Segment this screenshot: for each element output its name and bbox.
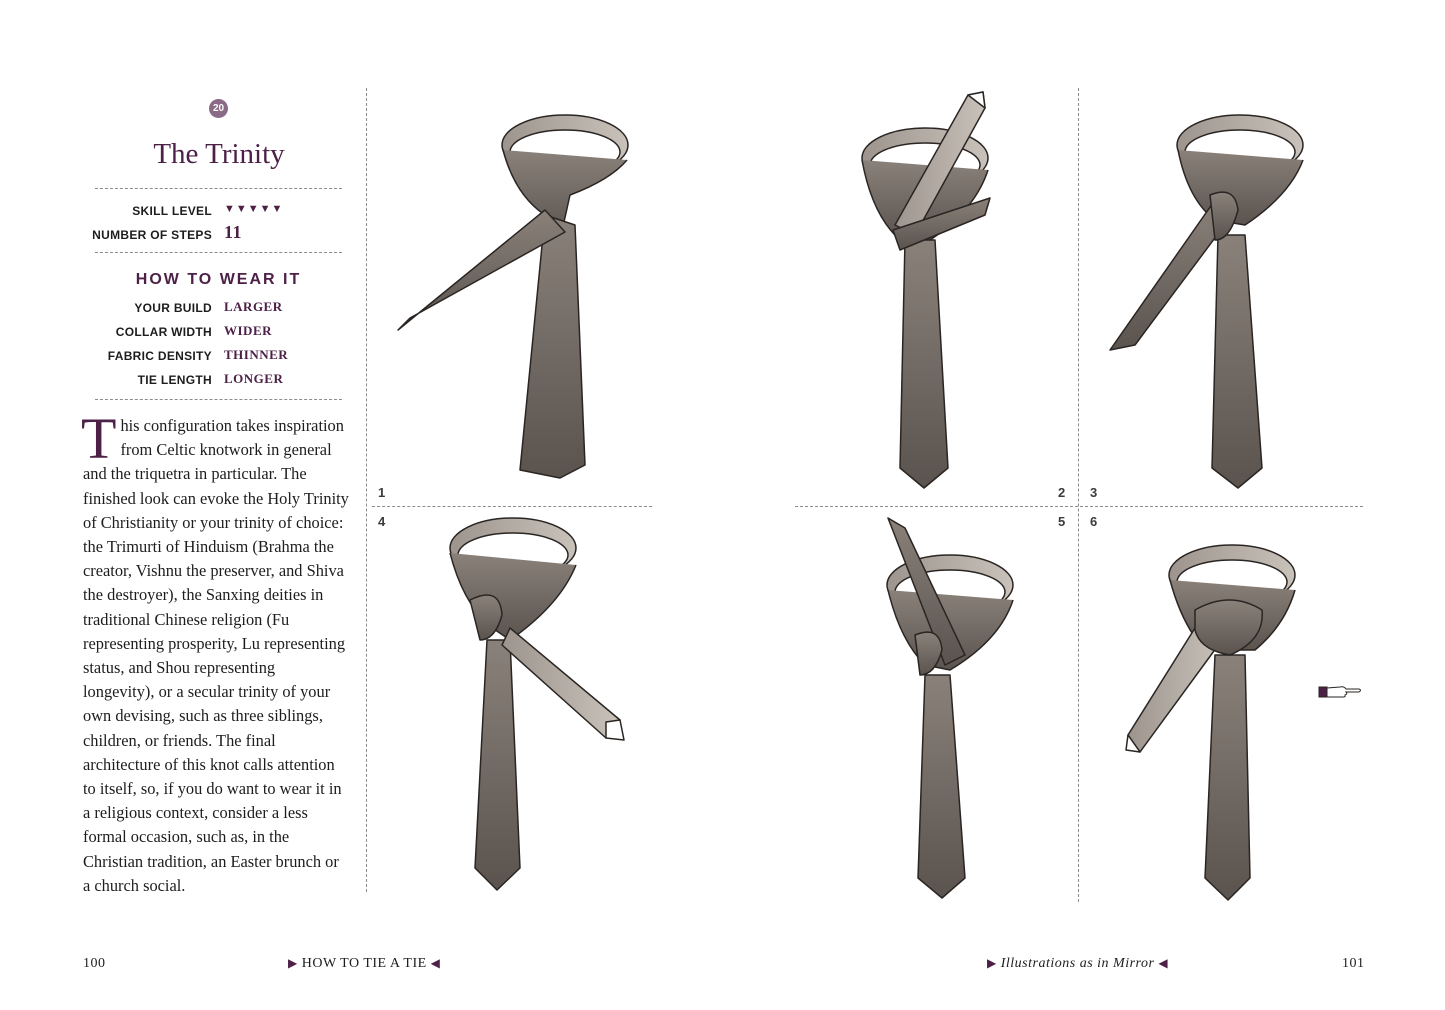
running-head-right xyxy=(987,956,1168,972)
marker-icon: ▶ xyxy=(288,956,298,970)
step-number: 3 xyxy=(1090,485,1098,500)
step-number: 2 xyxy=(1058,485,1066,500)
wear-value: WIDER xyxy=(224,323,273,338)
marker-icon: ▶ xyxy=(987,956,997,970)
wear-label: TIE LENGTH xyxy=(137,373,212,387)
right-footer-title: Illustrations as in Mirror xyxy=(1000,956,1155,971)
step-3-illustration xyxy=(1110,115,1303,488)
step-number: 5 xyxy=(1058,514,1066,529)
step-5-illustration xyxy=(887,518,1013,898)
step-6-illustration xyxy=(1126,545,1295,900)
pointing-hand-icon xyxy=(1318,683,1362,701)
marker-icon: ◀ xyxy=(1158,956,1169,970)
drop-cap: T xyxy=(81,406,117,471)
running-head-left xyxy=(288,956,440,972)
left-footer-title: HOW TO TIE A TIE xyxy=(301,956,427,971)
skill-level-label: SKILL LEVEL xyxy=(132,204,212,218)
skill-level-rating: ▼▼▼▼▼ xyxy=(224,203,284,215)
wear-value: LARGER xyxy=(224,299,283,314)
body-text: his configuration takes inspiration from Celtic knotwork in general and the triquetra in particular. The finished look can evoke the Holy Trinity of Christianity or your trinity of choice: the Trimurti of Hinduism (Brahma the creator, Vishnu the preserver, and Shiva the destroyer), the Sanxing deities in traditional Chinese religion (Fu representing prosperity, Lu representing status, and Shou representing longevity), or a secular trinity of your own devising, such as three siblings, children, or friends. The final architecture of this knot calls attention to itself, so, if you do want to wear it in a religious context, consider a less formal occasion, such as, in the Christian tradition, an Easter brunch or a church social. xyxy=(83,416,349,895)
marker-icon: ◀ xyxy=(430,956,441,970)
wear-label: FABRIC DENSITY xyxy=(107,349,212,363)
steps-value: 11 xyxy=(224,222,243,242)
page-title: The Trinity xyxy=(153,138,285,170)
step-1-illustration xyxy=(398,115,628,478)
wear-value: THINNER xyxy=(224,347,289,362)
step-number: 1 xyxy=(378,485,386,500)
step-number: 4 xyxy=(378,514,386,529)
wear-label: COLLAR WIDTH xyxy=(115,325,212,339)
recipe-number-badge: 20 xyxy=(209,99,228,118)
step-number: 6 xyxy=(1090,514,1098,529)
wear-value: LONGER xyxy=(224,371,284,386)
right-page-number: 101 xyxy=(1342,956,1365,971)
step-4-illustration xyxy=(450,518,624,890)
steps-label: NUMBER OF STEPS xyxy=(92,228,212,242)
left-page-number: 100 xyxy=(83,956,106,971)
how-to-wear-heading: HOW TO WEAR IT xyxy=(135,271,302,288)
wear-label: YOUR BUILD xyxy=(134,301,212,315)
step-2-illustration xyxy=(862,92,990,488)
